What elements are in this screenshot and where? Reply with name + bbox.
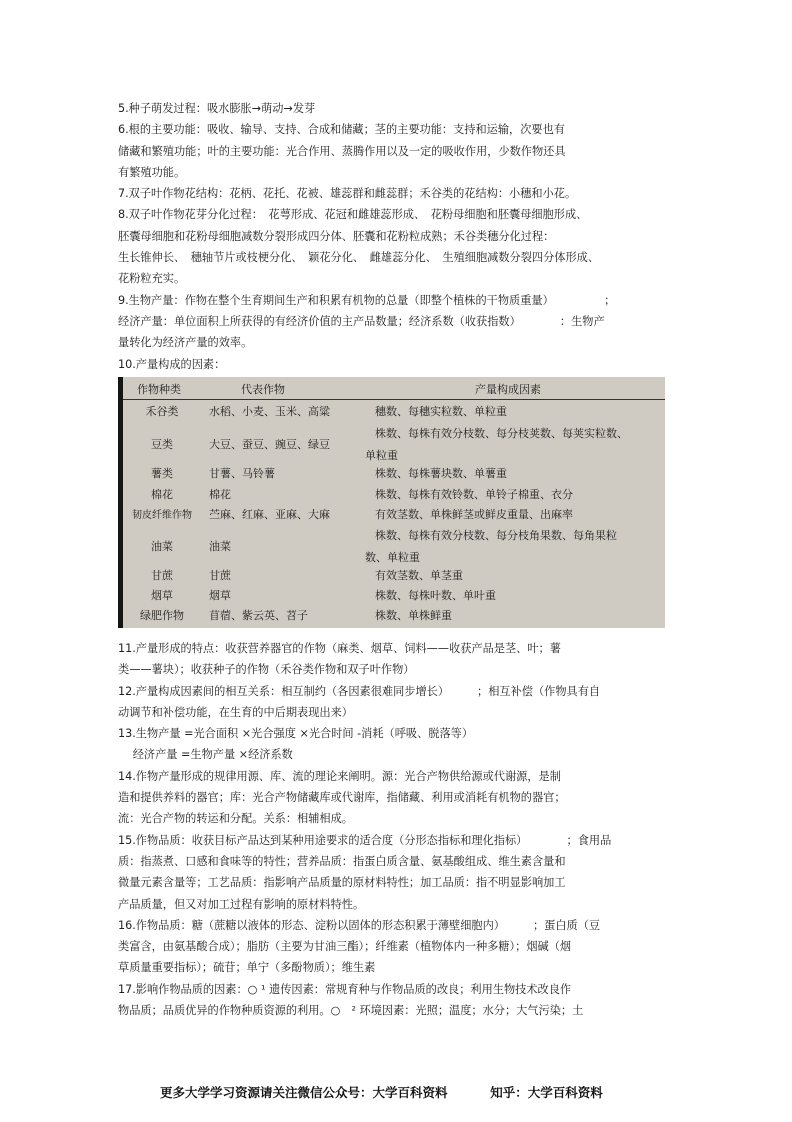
table-header-factors: 产量构成因素: [475, 383, 541, 396]
line-flower-bud-2: 胚囊母细胞和花粉母细胞减数分裂形成四分体、胚囊和花粉粒成熟；禾谷类穗分化过程：: [118, 229, 555, 243]
line-quality-2: 质：指蒸煮、口感和食味等的特性；营养品质：指蛋白质含量、氨基酸组成、维生素含量和: [118, 854, 566, 868]
representative-crops: 水稻、小麦、玉米、高粱: [209, 405, 330, 418]
line-yield-factors-title: 10.产量构成的因素：: [118, 357, 226, 371]
line-quality-components-3: 草质量重要指标）；硫苷；单宁（多酚物质）；维生素: [118, 961, 376, 975]
line-organ-function-1: 6.根的主要功能：吸收、输导、支持、合成和储藏；茎的主要功能：支持和运输，次要也有: [118, 123, 565, 137]
line-quality-influence-1: 17.影响作物品质的因素：○ ¹ 遗传因素：常规育种与作物品质的改良；利用生物技术改良作: [118, 982, 572, 996]
representative-crops: 棉花: [209, 488, 231, 501]
line-organ-function-3: 有繁殖功能。: [118, 165, 186, 179]
crop-type: 绿肥作物: [140, 609, 184, 622]
crop-type: 韧皮纤维作物: [132, 510, 192, 521]
line-organ-function-2: 储藏和繁殖功能；叶的主要功能：光合作用、蒸腾作用以及一定的吸收作用，少数作物还具: [118, 144, 566, 158]
table-row: [123, 567, 665, 589]
line-quality-components-2: 类富含，由氨基酸合成）；脂肪（主要为甘油三酯）；纤维素（植物体内一种多糖）；烟碱（烟: [118, 940, 572, 954]
line-quality-3: 微量元素含量等；工艺品质：指影响产品质量的原材料特性；加工品质：指不明显影响加工: [118, 876, 566, 890]
representative-crops: 甘蔗: [209, 569, 231, 582]
line-seed-germination: 5.种子萌发过程：吸水膨胀→萌动→发芽: [118, 102, 316, 115]
table-row: [123, 607, 665, 629]
line-quality-components-1: 16.作物品质：糖（蔗糖以液体的形态、淀粉以固体的形态积累于薄壁细胞内） ；蛋白质（豆: [118, 918, 601, 932]
yield-factors: 株数、单株鲜重: [375, 609, 452, 622]
crop-type: 豆类: [151, 438, 173, 451]
representative-crops: 烟草: [209, 589, 231, 602]
table-row: [123, 425, 665, 462]
line-economic-yield-formula: 经济产量 =生物产量 ×经济系数: [118, 748, 293, 762]
yield-factors: 株数、每株有效分枝数、每分枝角果数、每角果粒: [375, 529, 617, 542]
line-quality-influence-2: 物品质；品质优异的作物种质资源的利用。○ ² 环境因素：光照；温度；水分；大气污染；土: [118, 1004, 584, 1018]
line-yield-formation-1: 11.产量形成的特点：收获营养器官的作物（麻类、烟草、饲料——收获产品是茎、叶；薯: [118, 642, 561, 655]
table-row: [123, 403, 665, 425]
line-yield-formation-2: 类——薯块）；收获种子的作物（禾谷类作物和双子叶作物）: [118, 663, 415, 677]
crop-type: 棉花: [151, 488, 173, 501]
yield-factors: 株数、每株叶数、单叶重: [375, 589, 496, 602]
line-flower-bud-1: 8.双子叶作物花芽分化过程： 花萼形成、花冠和雌雄蕊形成、 花粉母细胞和胚囊母细胞形成、: [118, 208, 588, 222]
yield-factors: 株数、每株有效铃数、单铃子棉重、衣分: [375, 488, 573, 501]
yield-factors-continued: 单粒重: [365, 449, 398, 462]
line-quality-1: 15.作物品质：收获目标产品达到某种用途要求的适合度（分形态指标和理化指标） ；食用品: [118, 833, 612, 847]
line-biomass-3: 量转化为经济产量的效率。: [118, 336, 253, 350]
table-header-type: 作物种类: [137, 383, 181, 396]
representative-crops: 苎麻、红麻、亚麻、大麻: [209, 508, 330, 521]
crop-type: 甘蔗: [151, 569, 173, 582]
crop-type: 薯类: [151, 467, 173, 480]
line-source-sink-3: 流：光合产物的转运和分配。关系：相辅相成。: [118, 812, 353, 826]
table-header-rule: [123, 399, 665, 400]
yield-factor-table: [118, 377, 665, 628]
line-source-sink-1: 14.作物产量形成的规律用源、库、流的理论来阐明。源：光合产物供给源或代谢源，是制: [118, 769, 561, 783]
lower-text: [118, 638, 670, 1021]
table-row: [123, 527, 665, 564]
crop-type: 烟草: [151, 589, 173, 602]
yield-factors: 株数、每株薯块数、单薯重: [375, 467, 507, 480]
footer-zhihu: 知乎：大学百科资料: [490, 1085, 603, 1100]
yield-factors: 有效茎数、单株鲜茎或鲜皮重量、出麻率: [375, 508, 573, 521]
line-biomass-1: 9.生物产量：作物在整个生育期间生产和积累有机物的总量（即整个植株的干物质重量） ；: [118, 293, 616, 307]
yield-factors: 穗数、每穗实粒数、单粒重: [375, 405, 507, 418]
line-quality-4: 产品质量，但又对加工过程有影响的原材料特性。: [118, 897, 365, 911]
yield-factors-continued: 数、单粒重: [365, 551, 420, 564]
yield-factors: 有效茎数、单茎重: [375, 569, 463, 582]
representative-crops: 甘薯、马铃薯: [209, 467, 275, 480]
upper-text: [118, 98, 670, 375]
yield-factors: 株数、每株有效分枝数、每分枝荚数、每荚实粒数、: [375, 427, 628, 440]
line-flower-bud-3: 生长锥伸长、 穗轴节片或枝梗分化、 颖花分化、 雌雄蕊分化、 生殖细胞减数分裂四分体形成、: [118, 251, 600, 265]
crop-type: 禾谷类: [145, 405, 179, 418]
line-factor-relation-1: 12.产量构成因素间的相互关系：相互制约（各因素很难同步增长） ；相互补偿（作物具有自: [118, 684, 601, 698]
table-row: [123, 506, 665, 528]
representative-crops: 苜蓿、紫云英、苕子: [209, 609, 308, 622]
line-flower-structure: 7.双子叶作物花结构：花柄、花托、花被、雄蕊群和雌蕊群；禾谷类的花结构：小穗和小花。: [118, 187, 577, 201]
line-factor-relation-2: 动调节和补偿功能，在生育的中后期表现出来）: [118, 705, 353, 719]
table-row: [123, 587, 665, 609]
crop-type: 油菜: [151, 540, 173, 553]
footer-wechat: 更多大学学习资源请关注微信公众号：大学百科资料: [160, 1085, 448, 1100]
line-source-sink-2: 造和提供养料的器官；库：光合产物储藏库或代谢库，指储藏、利用或消耗有机物的器官；: [118, 791, 566, 805]
table-row: [123, 486, 665, 508]
representative-crops: 油菜: [209, 540, 231, 553]
representative-crops: 大豆、蚕豆、豌豆、绿豆: [209, 438, 330, 451]
table-header-crops: 代表作物: [241, 383, 285, 396]
line-biomass-formula: 13.生物产量 =光合面积 ×光合强度 ×光合时间 -消耗（呼吸、脱落等）: [118, 727, 474, 741]
table-row: [123, 465, 665, 487]
line-biomass-2: 经济产量：单位面积上所获得的有经济价值的主产品数量；经济系数（收获指数） ：生物产: [118, 314, 605, 328]
page-footer: [160, 1083, 603, 1101]
line-flower-bud-4: 花粉粒充实。: [118, 272, 186, 286]
